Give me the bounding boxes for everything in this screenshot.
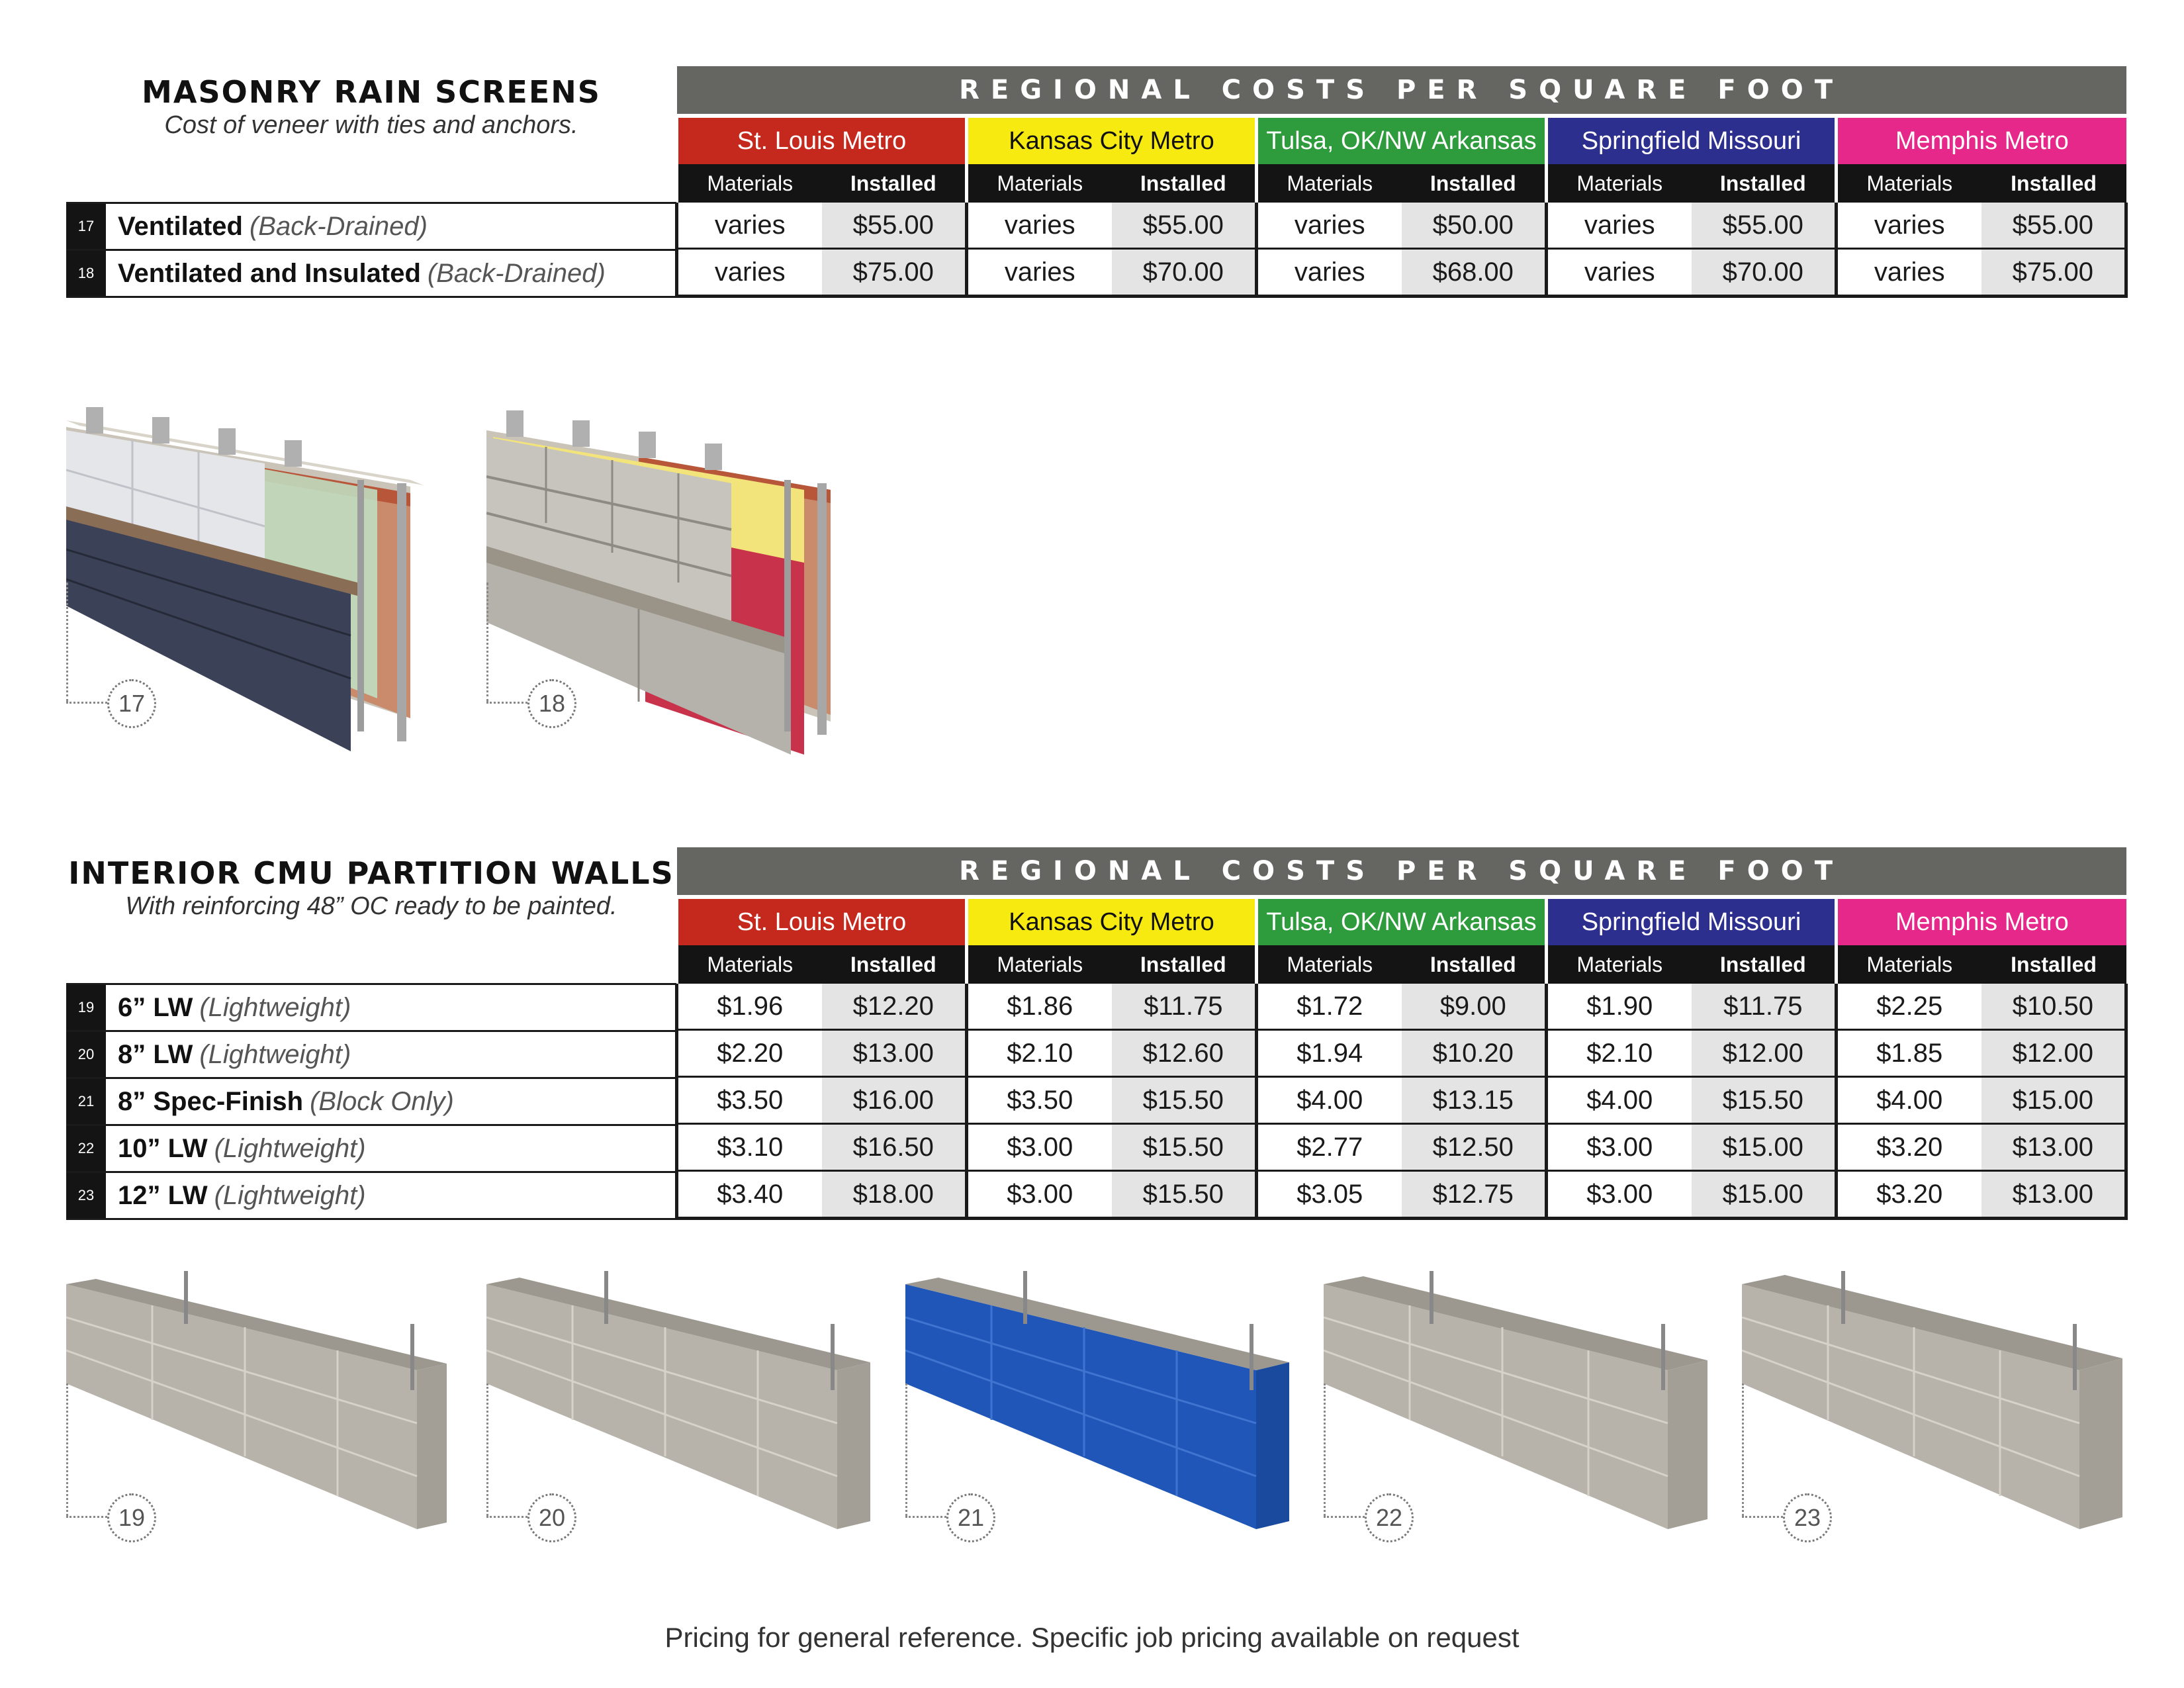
regional-costs-banner: REGIONAL COSTS PER SQUARE FOOT <box>677 66 2126 116</box>
callout-23: 23 <box>1783 1493 1832 1542</box>
installed-price-cell: $68.00 <box>1402 249 1547 297</box>
region-st-louis: St. Louis Metro <box>677 897 967 945</box>
materials-price-cell: $3.40 <box>677 1171 822 1219</box>
region-tulsa: Tulsa, OK/NW Arkansas <box>1257 116 1547 164</box>
product-note: (Block Only) <box>310 1086 454 1116</box>
materials-header: Materials <box>1837 945 1981 984</box>
materials-price-cell: $1.94 <box>1257 1030 1402 1077</box>
product-name: 8” Spec-Finish <box>118 1086 304 1116</box>
row-number: 18 <box>66 251 106 296</box>
product-note: (Lightweight) <box>199 1039 351 1069</box>
installed-price-cell: $55.00 <box>822 203 967 249</box>
callout-18: 18 <box>527 679 576 728</box>
cmu-section-subtitle: With reinforcing 48” OC ready to be painted. <box>125 892 617 920</box>
callout-22-leader-h <box>1324 1516 1365 1518</box>
installed-price-cell: $12.60 <box>1112 1030 1257 1077</box>
callout-20-leader-h <box>486 1516 527 1518</box>
rain-section-subtitle: Cost of veneer with ties and anchors. <box>164 111 578 139</box>
callout-21-leader-h <box>905 1516 946 1518</box>
region-kansas-city: Kansas City Metro <box>967 116 1257 164</box>
materials-price-cell: $2.20 <box>677 1030 822 1077</box>
materials-price-cell: $3.00 <box>1547 1171 1692 1219</box>
price-row <box>677 984 2126 1030</box>
materials-price-cell: $1.96 <box>677 984 822 1030</box>
materials-price-cell: varies <box>967 249 1112 297</box>
installed-price-cell: $50.00 <box>1402 203 1547 249</box>
installed-price-cell: $75.00 <box>822 249 967 297</box>
region-memphis: Memphis Metro <box>1837 116 2126 164</box>
installed-price-cell: $13.00 <box>822 1030 967 1077</box>
installed-header: Installed <box>1112 945 1257 984</box>
materials-price-cell: varies <box>1837 203 1981 249</box>
installed-header: Installed <box>1112 164 1257 203</box>
materials-price-cell: $3.05 <box>1257 1171 1402 1219</box>
materials-price-cell: $3.10 <box>677 1124 822 1171</box>
price-row <box>677 249 2126 297</box>
materials-price-cell: $1.85 <box>1837 1030 1981 1077</box>
materials-price-cell: varies <box>677 249 822 297</box>
callout-20: 20 <box>527 1493 576 1542</box>
callout-22: 22 <box>1365 1493 1414 1542</box>
product-name: 8” LW <box>118 1039 193 1069</box>
materials-price-cell: varies <box>1257 203 1402 249</box>
materials-price-cell: varies <box>1547 249 1692 297</box>
materials-price-cell: $3.00 <box>967 1124 1112 1171</box>
product-name: 10” LW <box>118 1133 208 1163</box>
product-name: Ventilated <box>118 211 243 241</box>
installed-price-cell: $55.00 <box>1112 203 1257 249</box>
product-row-label <box>66 1079 676 1126</box>
row-number: 17 <box>66 204 106 249</box>
installed-header: Installed <box>1692 164 1837 203</box>
price-row <box>677 1030 2126 1077</box>
region-springfield: Springfield Missouri <box>1547 116 1837 164</box>
materials-header: Materials <box>677 164 822 203</box>
price-row <box>677 1171 2126 1219</box>
product-note: (Lightweight) <box>214 1180 366 1210</box>
materials-price-cell: varies <box>967 203 1112 249</box>
rain-row-labels <box>66 202 676 298</box>
materials-price-cell: $3.20 <box>1837 1171 1981 1219</box>
callout-22-leader-v <box>1324 1383 1326 1516</box>
installed-header: Installed <box>822 164 967 203</box>
cmu-price-table <box>675 847 2128 1220</box>
installed-header: Installed <box>1981 945 2126 984</box>
materials-price-cell: $1.72 <box>1257 984 1402 1030</box>
materials-header: Materials <box>967 164 1112 203</box>
product-row-label <box>66 1173 676 1220</box>
region-st-louis: St. Louis Metro <box>677 116 967 164</box>
callout-20-leader-v <box>486 1383 488 1516</box>
installed-price-cell: $13.15 <box>1402 1077 1547 1124</box>
callout-17: 17 <box>107 679 156 728</box>
materials-header: Materials <box>1547 164 1692 203</box>
materials-price-cell: varies <box>1837 249 1981 297</box>
installed-header: Installed <box>1692 945 1837 984</box>
materials-price-cell: $2.25 <box>1837 984 1981 1030</box>
cmu-row-labels <box>66 983 676 1220</box>
installed-price-cell: $15.50 <box>1112 1171 1257 1219</box>
materials-price-cell: $3.50 <box>677 1077 822 1124</box>
materials-price-cell: varies <box>1257 249 1402 297</box>
installed-price-cell: $70.00 <box>1692 249 1837 297</box>
product-name: 12” LW <box>118 1180 208 1210</box>
region-springfield: Springfield Missouri <box>1547 897 1837 945</box>
callout-19-leader-v <box>66 1383 68 1516</box>
installed-price-cell: $15.50 <box>1112 1077 1257 1124</box>
callout-19: 19 <box>107 1493 156 1542</box>
product-row-label <box>66 1126 676 1173</box>
product-name: Ventilated and Insulated <box>118 258 421 288</box>
installed-price-cell: $12.00 <box>1981 1030 2126 1077</box>
materials-price-cell: varies <box>677 203 822 249</box>
materials-header: Materials <box>1257 945 1402 984</box>
callout-17-leader-h <box>66 702 107 704</box>
installed-price-cell: $12.50 <box>1402 1124 1547 1171</box>
installed-header: Installed <box>1981 164 2126 203</box>
region-memphis: Memphis Metro <box>1837 897 2126 945</box>
product-row-label <box>66 1032 676 1079</box>
rain-price-table <box>675 66 2128 298</box>
materials-price-cell: $4.00 <box>1257 1077 1402 1124</box>
region-header-row <box>677 116 2126 164</box>
installed-price-cell: $16.00 <box>822 1077 967 1124</box>
callout-19-leader-h <box>66 1516 107 1518</box>
row-number: 20 <box>66 1032 106 1077</box>
materials-price-cell: $2.10 <box>967 1030 1112 1077</box>
materials-price-cell: $3.00 <box>1547 1124 1692 1171</box>
installed-price-cell: $70.00 <box>1112 249 1257 297</box>
region-tulsa: Tulsa, OK/NW Arkansas <box>1257 897 1547 945</box>
product-note: (Lightweight) <box>214 1133 366 1163</box>
installed-price-cell: $75.00 <box>1981 249 2126 297</box>
row-number: 21 <box>66 1079 106 1124</box>
row-number: 23 <box>66 1173 106 1218</box>
price-row <box>677 1124 2126 1171</box>
callout-18-leader-h <box>486 702 527 704</box>
installed-price-cell: $12.20 <box>822 984 967 1030</box>
region-kansas-city: Kansas City Metro <box>967 897 1257 945</box>
installed-header: Installed <box>1402 164 1547 203</box>
materials-price-cell: $4.00 <box>1837 1077 1981 1124</box>
installed-price-cell: $10.50 <box>1981 984 2126 1030</box>
row-number: 22 <box>66 1126 106 1171</box>
materials-price-cell: varies <box>1547 203 1692 249</box>
column-subheader-row <box>677 164 2126 203</box>
installed-price-cell: $9.00 <box>1402 984 1547 1030</box>
installed-price-cell: $13.00 <box>1981 1124 2126 1171</box>
regional-costs-banner: REGIONAL COSTS PER SQUARE FOOT <box>677 847 2126 897</box>
callout-23-leader-h <box>1742 1516 1783 1518</box>
installed-price-cell: $15.00 <box>1692 1124 1837 1171</box>
callout-21-leader-v <box>905 1383 907 1516</box>
installed-price-cell: $13.00 <box>1981 1171 2126 1219</box>
materials-price-cell: $2.10 <box>1547 1030 1692 1077</box>
installed-price-cell: $11.75 <box>1692 984 1837 1030</box>
product-row-label <box>66 202 676 251</box>
product-note: (Back-Drained) <box>427 258 606 288</box>
installed-price-cell: $15.00 <box>1692 1171 1837 1219</box>
materials-header: Materials <box>677 945 822 984</box>
column-subheader-row <box>677 945 2126 984</box>
installed-price-cell: $12.00 <box>1692 1030 1837 1077</box>
installed-price-cell: $11.75 <box>1112 984 1257 1030</box>
installed-header: Installed <box>822 945 967 984</box>
materials-price-cell: $4.00 <box>1547 1077 1692 1124</box>
materials-price-cell: $2.77 <box>1257 1124 1402 1171</box>
product-note: (Lightweight) <box>199 992 351 1022</box>
product-note: (Back-Drained) <box>249 211 428 241</box>
installed-header: Installed <box>1402 945 1547 984</box>
rain-section-title: MASONRY RAIN SCREENS <box>142 74 601 110</box>
price-row <box>677 203 2126 249</box>
installed-price-cell: $15.00 <box>1981 1077 2126 1124</box>
installed-price-cell: $12.75 <box>1402 1171 1547 1219</box>
materials-header: Materials <box>1257 164 1402 203</box>
installed-price-cell: $10.20 <box>1402 1030 1547 1077</box>
installed-price-cell: $15.50 <box>1112 1124 1257 1171</box>
installed-price-cell: $55.00 <box>1692 203 1837 249</box>
product-row-label <box>66 251 676 298</box>
product-row-label <box>66 983 676 1032</box>
materials-price-cell: $1.90 <box>1547 984 1692 1030</box>
region-header-row <box>677 897 2126 945</box>
callout-23-leader-v <box>1742 1383 1744 1516</box>
cmu-section-title: INTERIOR CMU PARTITION WALLS <box>68 855 674 891</box>
product-name: 6” LW <box>118 992 193 1022</box>
callout-21: 21 <box>946 1493 995 1542</box>
materials-price-cell: $3.20 <box>1837 1124 1981 1171</box>
materials-header: Materials <box>1547 945 1692 984</box>
materials-header: Materials <box>967 945 1112 984</box>
materials-header: Materials <box>1837 164 1981 203</box>
installed-price-cell: $18.00 <box>822 1171 967 1219</box>
pricing-footnote: Pricing for general reference. Specific job pricing available on request <box>664 1622 1520 1653</box>
callout-17-leader-v <box>66 583 68 702</box>
row-number: 19 <box>66 985 106 1030</box>
installed-price-cell: $15.50 <box>1692 1077 1837 1124</box>
materials-price-cell: $3.00 <box>967 1171 1112 1219</box>
callout-18-leader-v <box>486 583 488 702</box>
installed-price-cell: $16.50 <box>822 1124 967 1171</box>
price-row <box>677 1077 2126 1124</box>
materials-price-cell: $1.86 <box>967 984 1112 1030</box>
materials-price-cell: $3.50 <box>967 1077 1112 1124</box>
installed-price-cell: $55.00 <box>1981 203 2126 249</box>
